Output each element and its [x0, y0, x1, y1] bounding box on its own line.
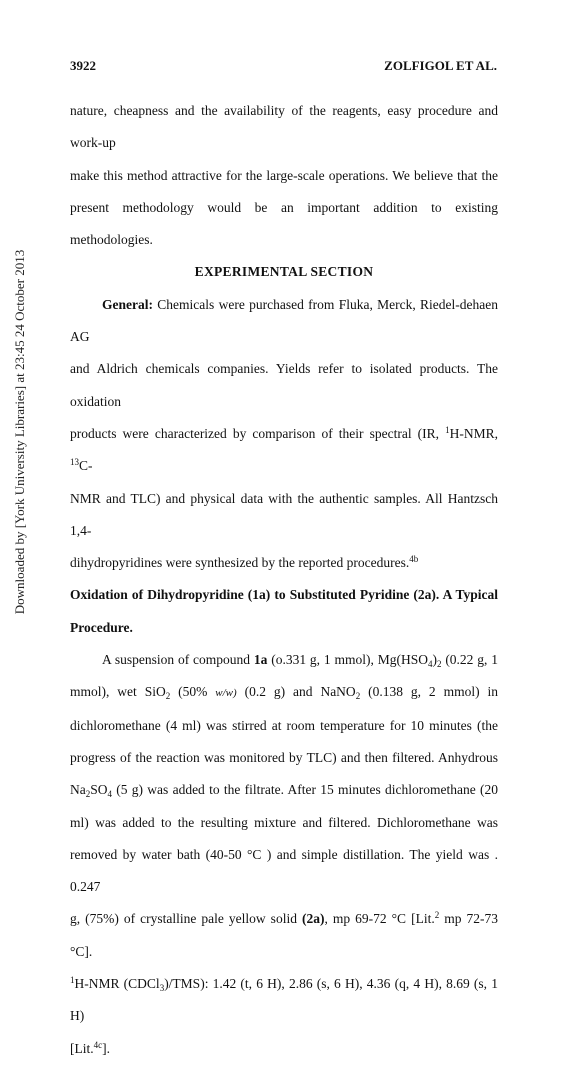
body-line: progress of the reaction was monitored by TLC) and then filtered. Anhydrous [70, 749, 498, 765]
procedure-heading: Oxidation of Dihydropyridine (1a) to Substituted Pyridine (2a). A Typical [70, 587, 498, 603]
superscript: 13 [70, 457, 79, 468]
reference-superscript: 2 [434, 910, 440, 921]
text-run: (0.138 g, 2 mmol) in [360, 684, 498, 700]
body-line [70, 418, 498, 483]
subscript: 2 [165, 691, 171, 702]
body-line [70, 968, 498, 1033]
download-watermark: Downloaded by [York University Libraries] at 23:45 24 October 2013 [12, 249, 27, 615]
body-line: nature, cheapness and the availability of the reagents, easy procedure and work-up [70, 103, 498, 151]
text-run: A suspension of compound [102, 652, 254, 668]
page-header [70, 58, 497, 74]
subscript: 2 [436, 659, 442, 670]
body-line: present methodology would be an important addition to existing methodologies. [70, 199, 498, 248]
text-run: , mp 69-72 °C [Lit. [324, 911, 435, 927]
text-run: Na [70, 782, 86, 798]
text-run: SO [90, 782, 108, 798]
body-line [70, 1033, 498, 1065]
compound-label: (2a) [301, 911, 325, 927]
body-line: removed by water bath (40-50 °C ) and simple distillation. The yield was . 0.247 [70, 846, 498, 895]
section-heading: EXPERIMENTAL SECTION [194, 264, 374, 280]
superscript: 1 [70, 975, 75, 986]
body-line [70, 644, 498, 676]
text-run: (o.331 g, 1 mmol), Mg(HSO [267, 652, 428, 668]
text-run: ) [432, 652, 437, 668]
subscript: 4 [427, 659, 433, 670]
page-number: 3922 [70, 58, 96, 73]
text-run: [Lit. [70, 1040, 94, 1056]
body-line [70, 903, 498, 968]
superscript: 1 [445, 424, 450, 435]
text-run: H-NMR (CDCl [74, 976, 160, 992]
body-line [70, 676, 498, 709]
body-line [70, 289, 498, 354]
italic-text: w/w) [215, 687, 237, 700]
text-run: H-NMR, [449, 425, 498, 441]
text-run: products were characterized by comparison of their spectral (IR, [70, 425, 446, 441]
reference-superscript: 4b [409, 554, 419, 565]
body-line: and Aldrich chemicals companies. Yields refer to isolated products. The oxidation [70, 361, 498, 409]
text-run: C- [79, 458, 93, 474]
text-run: (5 g) was added to the filtrate. After 15 minutes dichloromethane (20 [112, 782, 498, 798]
text-run: Chemicals were purchased from Fluka, Merck, Riedel-dehaen AG [70, 296, 498, 345]
general-label: General: [102, 296, 153, 312]
text-run: dihydropyridines were synthesized by the reported procedures. [70, 555, 410, 571]
reference-superscript: 4c [93, 1039, 103, 1050]
compound-label: 1a [253, 652, 268, 668]
running-head: ZOLFIGOL ET AL. [384, 58, 497, 73]
text-run: ]. [102, 1040, 110, 1056]
body-line: NMR and TLC) and physical data with the authentic samples. All Hantzsch 1,4- [70, 490, 498, 538]
text-run: mmol), wet SiO [70, 684, 166, 700]
body-line [70, 774, 498, 806]
text-run: g, (75%) of crystalline pale yellow solid [70, 911, 302, 927]
text-run: (0.2 g) and NaNO [236, 684, 356, 700]
subscript: 2 [85, 789, 91, 800]
body-line: ml) was added to the resulting mixture and filtered. Dichloromethane was [70, 814, 498, 830]
body-line: make this method attractive for the large-scale operations. We believe that the [70, 167, 498, 183]
text-run: )/TMS): 1.42 (t, 6 H), 2.86 (s, 6 H), 4.36 (q, 4 H), 8.69 (s, 1 H) [70, 976, 498, 1024]
text-run: (0.22 g, 1 [441, 652, 498, 668]
subscript: 3 [159, 983, 165, 994]
body-line: dichloromethane (4 ml) was stirred at room temperature for 10 minutes (the [70, 717, 498, 733]
article-body [70, 95, 498, 1065]
text-run: (50% [170, 684, 216, 700]
subscript: 4 [107, 789, 113, 800]
subscript: 2 [355, 691, 361, 702]
body-line [70, 547, 498, 579]
text-run: mp 72-73 °C]. [70, 911, 498, 959]
procedure-heading: Procedure. [70, 619, 133, 635]
